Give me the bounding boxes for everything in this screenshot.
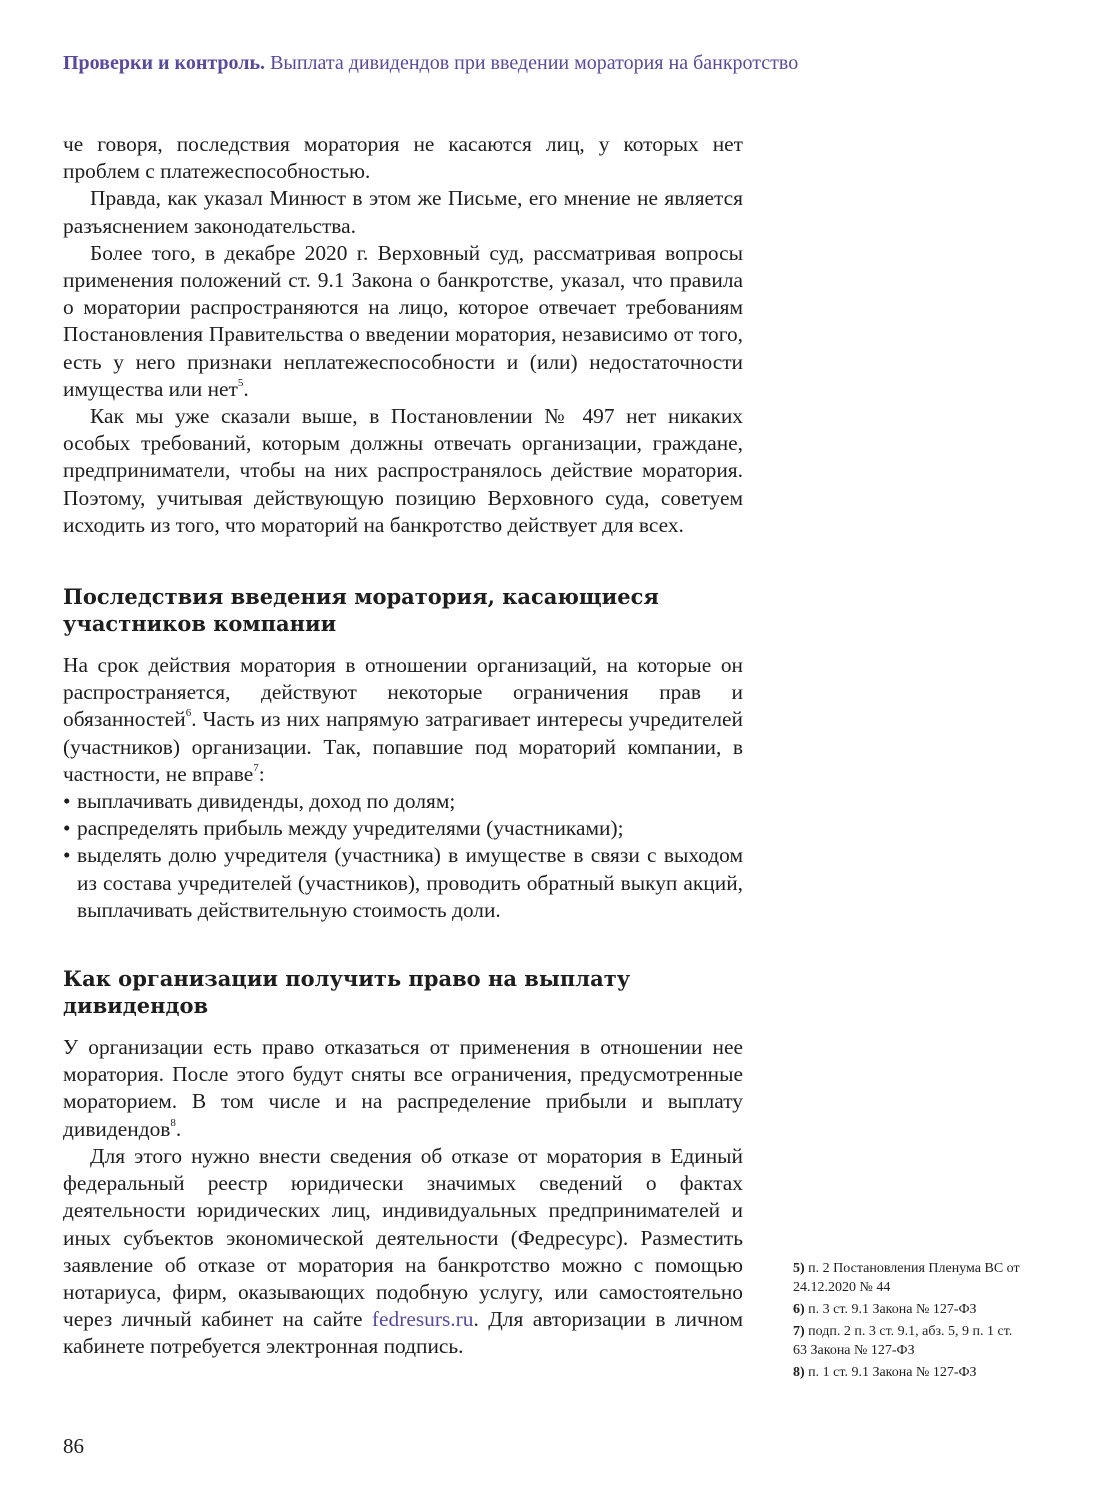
section-heading: Последствия введения моратория, касающиеся участников компании: [63, 584, 659, 637]
paragraph: У организации есть право отказаться от применения в отношении нее моратория. После этого будут сняты все ограничения, предусмотренные мораторием. В том числе и на распределение прибыли и выплату дивидендов$^8$.: [63, 1035, 743, 1141]
footnote-ref[interactable]: 7: [253, 761, 259, 774]
paragraph: На срок действия моратория в отношении организаций, на которые он распространяется, действуют некоторые ограничения прав и обязанностей$^6$. Часть из них напрямую затрагивает интересы учредителей (участников) организации. Так, попавшие под мораторий компании, в частности, не вправе$^7$:: [63, 653, 743, 786]
section-label: Проверки и контроль.: [63, 52, 266, 74]
main-text-column: [63, 131, 743, 1361]
footnote: 7) подп. 2 п. 3 ст. 9.1, абз. 5, 9 п. 1 ст. 63 Закона № 127-ФЗ: [793, 1324, 1013, 1358]
footnote: 8) п. 1 ст. 9.1 Закона № 127-ФЗ: [793, 1365, 977, 1380]
page-number: 86: [63, 1434, 84, 1458]
running-header: [63, 52, 798, 75]
footnote: 5) п. 2 Постановления Пленума ВС от 24.12.2020 № 44: [793, 1261, 1020, 1295]
list-item: • распределять прибыль между учредителями (участниками);: [63, 815, 743, 842]
footnotes: [793, 1259, 1023, 1385]
paragraph: Более того, в декабре 2020 г. Верховный суд, рассматривая вопросы применения положений ст. 9.1 Закона о банкротстве, указал, что правила о моратории распространяются на лицо, которое отвечает требованиям Постановления Правительства о введении моратория, независимо от того, есть у него признаки неплатежеспособности и (или) недостаточности имущества или нет$^5$.: [63, 240, 743, 401]
paragraph: Как мы уже сказали выше, в Постановлении № 497 нет никаких особых требований, которым должны отвечать организации, граждане, предприниматели, чтобы на них распространялось действие моратория. Поэтому, учитывая действующую позицию Верховного суда, советуем исходить из того, что мораторий на банкротство действует для всех.: [63, 404, 743, 537]
fedresurs-link[interactable]: fedresurs.ru: [371, 1307, 474, 1332]
paragraph: Для этого нужно внести сведения об отказе от моратория в Единый федеральный реестр юридически значимых сведений о фактах деятельности юридических лиц, индивидуальных предпринимателей и иных субъектов экономической деятельности (Федресурс). Разместить заявление об отказе от моратория на банкротство можно с помощью нотариуса, фирм, оказывающих подобную услугу, или самостоятельно через личный кабинет на сайте fedresurs.ru. Для авторизации в личном кабинете потребуется электронная подпись.: [63, 1143, 743, 1359]
footnote-ref[interactable]: 6: [185, 707, 192, 720]
footnote-ref[interactable]: 8: [170, 1116, 176, 1129]
footnote-ref[interactable]: 5: [237, 376, 244, 389]
section-heading: Как организации получить право на выплату дивидендов: [63, 966, 631, 1019]
footnote: 6) п. 3 ст. 9.1 Закона № 127-ФЗ: [793, 1302, 977, 1317]
chapter-title: Выплата дивидендов при введении моратория на банкротство: [270, 52, 799, 74]
list-item: • выплачивать дивиденды, доход по долям;: [63, 788, 743, 815]
restrictions-list: [63, 788, 743, 924]
paragraph: Правда, как указал Минюст в этом же Письме, его мнение не является разъяснением законодательства.: [63, 186, 743, 238]
paragraph: че говоря, последствия моратория не касаются лиц, у которых нет проблем с платежеспособностью.: [63, 132, 743, 184]
list-item: • выделять долю учредителя (участника) в имуществе в связи с выходом из состава учредителей (участников), проводить обратный выкуп акций, выплачивать действительную стоимость доли.: [63, 842, 743, 924]
